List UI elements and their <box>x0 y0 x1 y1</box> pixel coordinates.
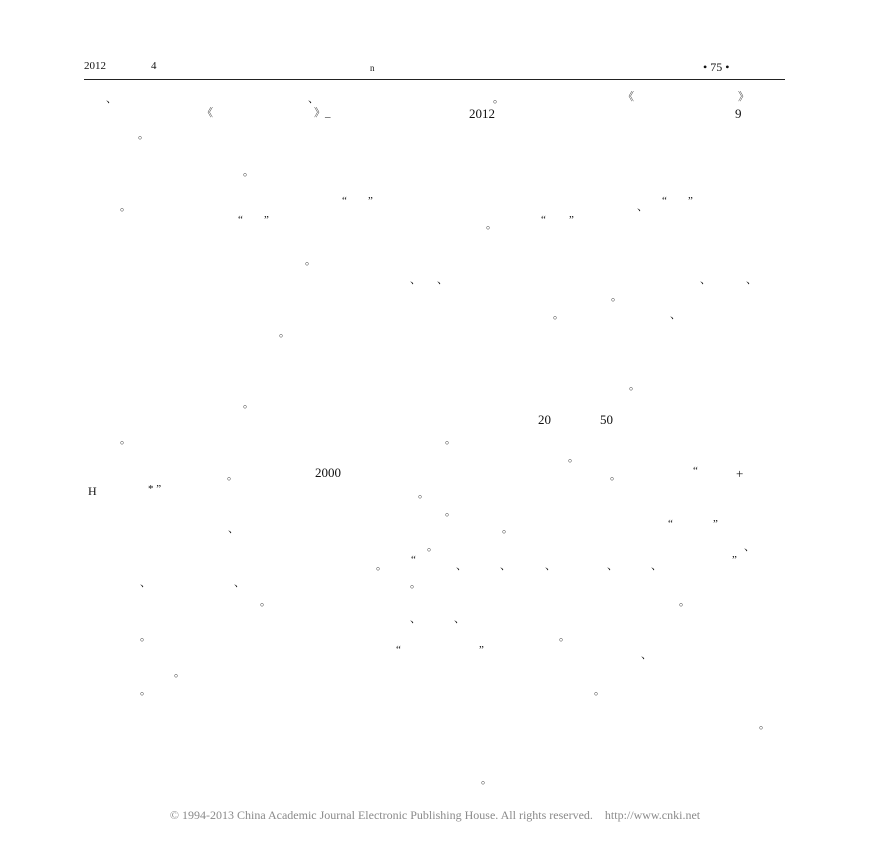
month-number: 9 <box>735 106 742 121</box>
comma-mark: 、 <box>700 274 711 286</box>
comma-mark: 、 <box>637 201 648 213</box>
period-mark: 。 <box>305 255 316 267</box>
period-mark: 。 <box>227 470 238 482</box>
period-mark: 。 <box>376 560 387 572</box>
close-quote-mark: ” <box>479 644 484 656</box>
book-title-close-mark: 》_ <box>314 107 331 119</box>
period-mark: 。 <box>174 667 185 679</box>
comma-mark: 、 <box>744 541 755 553</box>
open-quote-mark: “ <box>541 214 546 226</box>
comma-mark: 、 <box>641 649 652 661</box>
period-mark: 。 <box>568 452 579 464</box>
period-mark: 。 <box>759 719 770 731</box>
plus-sign: + <box>736 466 744 481</box>
year-number: 2012 <box>469 106 495 121</box>
close-quote-mark: ” <box>368 195 373 207</box>
close-quote-mark: ” <box>732 554 737 566</box>
comma-mark: 、 <box>106 93 117 105</box>
period-mark: 。 <box>553 309 564 321</box>
close-quote-mark: ” <box>688 195 693 207</box>
period-mark: 。 <box>679 596 690 608</box>
comma-mark: 、 <box>454 613 465 625</box>
period-mark: 。 <box>445 506 456 518</box>
comma-mark: 、 <box>746 274 757 286</box>
period-mark: 。 <box>243 166 254 178</box>
book-title-open-mark: 《 <box>202 107 213 119</box>
comma-mark: 、 <box>545 560 556 572</box>
comma-mark: 、 <box>308 93 319 105</box>
copyright-footer: © 1994-2013 China Academic Journal Electronic Publishing House. All rights reserved. http://www.cnki.net <box>169 808 701 822</box>
close-quote-mark: ” <box>569 214 574 226</box>
period-mark: 。 <box>120 434 131 446</box>
comma-mark: 、 <box>456 560 467 572</box>
comma-mark: 、 <box>410 613 421 625</box>
close-quote-mark: ” <box>713 518 718 530</box>
open-quote-mark: “ <box>662 195 667 207</box>
open-quote-mark: “ <box>693 465 698 477</box>
comma-mark: 、 <box>228 523 239 535</box>
period-mark: 。 <box>481 774 492 786</box>
period-mark: 。 <box>559 631 570 643</box>
period-mark: 。 <box>120 201 131 213</box>
period-mark: 。 <box>493 93 504 105</box>
period-mark: 。 <box>410 578 421 590</box>
header-year: 2012 <box>84 60 106 72</box>
period-mark: 。 <box>418 488 429 500</box>
header-issue: 4 <box>151 60 157 72</box>
period-mark: 。 <box>243 398 254 410</box>
comma-mark: 、 <box>651 560 662 572</box>
comma-mark: 、 <box>670 309 681 321</box>
period-mark: 。 <box>260 596 271 608</box>
period-mark: 。 <box>594 685 605 697</box>
period-mark: 。 <box>140 631 151 643</box>
number-50: 50 <box>600 412 613 427</box>
header-page-number: • 75 • <box>703 60 730 74</box>
close-quote-mark: ” <box>264 214 269 226</box>
period-mark: 。 <box>486 219 497 231</box>
open-quote-mark: “ <box>668 518 673 530</box>
open-quote-mark: “ <box>342 195 347 207</box>
number-20: 20 <box>538 412 551 427</box>
open-quote-mark: “ <box>396 644 401 656</box>
comma-mark: 、 <box>234 577 245 589</box>
header-rule <box>84 79 785 80</box>
period-mark: 。 <box>610 470 621 482</box>
comma-mark: 、 <box>410 274 421 286</box>
period-mark: 。 <box>502 523 513 535</box>
comma-mark: 、 <box>140 577 151 589</box>
book-title-open-mark: 《 <box>623 91 634 103</box>
letter-h: H <box>88 484 97 498</box>
period-mark: 。 <box>427 541 438 553</box>
comma-mark: 、 <box>437 274 448 286</box>
period-mark: 。 <box>138 129 149 141</box>
period-mark: 。 <box>279 327 290 339</box>
comma-mark: 、 <box>607 560 618 572</box>
header-journal-mark: n <box>370 63 375 73</box>
star-quote-mark: * ” <box>148 483 162 495</box>
open-quote-mark: “ <box>411 554 416 566</box>
open-quote-mark: “ <box>238 214 243 226</box>
book-title-close-mark: 》 <box>738 91 749 103</box>
period-mark: 。 <box>140 685 151 697</box>
comma-mark: 、 <box>500 560 511 572</box>
period-mark: 。 <box>445 434 456 446</box>
number-2000: 2000 <box>315 465 341 480</box>
period-mark: 。 <box>629 380 640 392</box>
period-mark: 。 <box>611 291 622 303</box>
